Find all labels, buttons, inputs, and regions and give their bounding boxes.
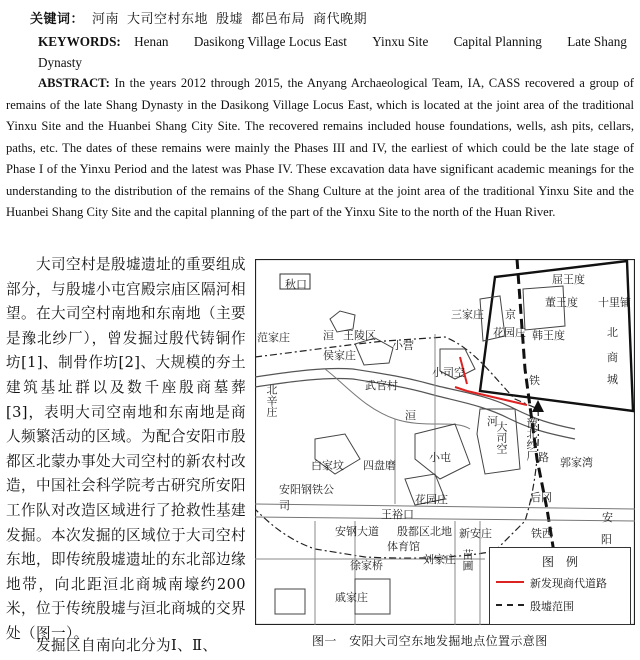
body-paragraph-2: 发掘区自南向北分为Ⅰ、Ⅱ、 (36, 637, 218, 654)
legend-title: 图 例 (542, 555, 579, 569)
map-label: 小司空 (432, 366, 465, 379)
map-label: 武官村 (365, 379, 398, 392)
map-label: 北 (607, 326, 618, 339)
map-label: 王裕口 (381, 508, 414, 521)
keyword-cn-item: 商代晚期 (313, 12, 368, 27)
map-label: 花园庄 (415, 493, 448, 506)
map-label: 河 (487, 415, 498, 428)
legend-item-road: 新发现商代道路 (530, 577, 607, 590)
map-label: 阳 (601, 533, 612, 546)
keyword-cn-item: 殷墟 (216, 12, 244, 27)
map-label: 刘家庄 (423, 553, 456, 566)
map-label: 小屯 (429, 451, 451, 464)
map-label: 城 (607, 373, 618, 386)
map-label: 秋口 (285, 278, 307, 291)
keyword-en-item: Dasikong Village Locus East (193, 34, 347, 49)
keywords-cn (30, 8, 367, 27)
keyword-en-item: Henan (134, 34, 169, 49)
abstract (6, 73, 634, 224)
map-label: 白家坟 (311, 459, 344, 472)
map-label: 四盘磨 (363, 459, 396, 472)
keyword-cn-item: 都邑布局 (251, 12, 306, 27)
map-label: 徐家桥 (350, 559, 383, 572)
legend-item-boundary: 殷墟范围 (530, 600, 574, 613)
map-label: 京 (505, 308, 516, 321)
map-label: 戚家庄 (335, 591, 368, 604)
keywords-en-label: KEYWORDS: (38, 34, 121, 49)
map-label: 王陵区 (343, 329, 376, 342)
keyword-cn-item: 大司空村东地 (127, 12, 209, 27)
map-label: 洹 (405, 409, 416, 422)
map-label: 新安庄 (459, 527, 492, 540)
map-label: 商 (607, 351, 618, 364)
keyword-en-item: Late Shang Dynasty (38, 34, 627, 70)
map-label: 苗圃 (461, 549, 474, 571)
map-label: 安 (602, 511, 613, 524)
keywords-cn-label: 关键词： (30, 12, 85, 27)
map-label: 大司空 (495, 421, 508, 454)
abstract-label: ABSTRACT: (38, 76, 110, 90)
body-paragraph: 大司空村是殷墟遗址的重要组成部分，与殷墟小屯宫殿宗庙区隔河相望。在大司空村南地和东南地（主要是豫北纱厂），曾发掘过殷代铸铜作坊[1]、制骨作坊[2]、大规模的夯土建筑基址群以及数千座殷商墓葬[3]，表明大司空南地和东南地是商人频繁活动的区域。为配合安阳市殷都区北蒙办事处大司空村的新农村改造，中国社会科学院考古研究所安阳工作队对改造区域进行了抢救性基建发掘。本次发掘的区域位于大司空村东地，即传统殷墟遗址的东北部边缘地带，向北距洹北商城南壕约200米，位于传统殷墟与洹北商城的交界处（图一）。 (6, 256, 246, 642)
map-label: 铁西 (531, 527, 553, 540)
legend-swatch-boundary (496, 604, 524, 606)
keyword-en-item: Yinxu Site (372, 34, 429, 49)
map-label: 十里铺 (598, 296, 631, 309)
figure-caption: 图一 安阳大司空东地发掘地点位置示意图 (312, 634, 548, 648)
map-label: 韩王度 (532, 329, 565, 342)
map-label: 豫北纱厂 (525, 417, 538, 461)
map-label: 洹 (323, 329, 334, 342)
map-label: 安钢大道 (335, 525, 379, 538)
legend-swatch-road (496, 581, 524, 583)
map-legend (489, 547, 631, 625)
map-label: 郭家湾 (560, 456, 593, 469)
map-label: 侯家庄 (323, 349, 356, 362)
map-label: 安阳钢铁公司 (279, 483, 334, 512)
map-label: 体育馆 (387, 540, 420, 553)
map-label: 路 (538, 451, 549, 464)
keywords-en (38, 31, 638, 73)
map-label: 屈王度 (552, 273, 585, 286)
map-label: 三家庄 (451, 308, 484, 321)
map-label: 铁 (529, 374, 540, 387)
map-label: 花园庄 (493, 326, 526, 339)
map-label: 北辛庄 (265, 384, 278, 417)
map-label: 小营 (392, 339, 414, 352)
map-label: 董王度 (545, 296, 578, 309)
map-label: 范家庄 (257, 331, 290, 344)
map-label: 后冈 (530, 491, 552, 504)
keyword-cn-item: 河南 (92, 12, 120, 27)
keyword-en-item: Capital Planning (453, 34, 542, 49)
abstract-text: In the years 2012 through 2015, the Anyang Archaeological Team, IA, CASS recovered a group of remains of the late Shang Dynasty in the Dasikong Village Locus East, which is located at the joint area of the traditional Yinxu Site and the Huanbei Shang City Site. The recovered remains included house foundations, wells, ash pits, cellars, paths, etc. The dates of these remains were mainly the Phases III and IV, the earliest of which could be the late stage of Phase I of the Yinxu Period and the latest was Phase IV. These excavation data have significant academic meanings for the understanding to the distribution of the remains of the Shang Culture at the joint area of the traditional Yinxu Site and the Huanbei Shang City Site and the capital planning of the part of the Yinxu Site to the north of the Huan River. (6, 76, 634, 219)
map-label: 殷都区北地 (397, 525, 452, 538)
